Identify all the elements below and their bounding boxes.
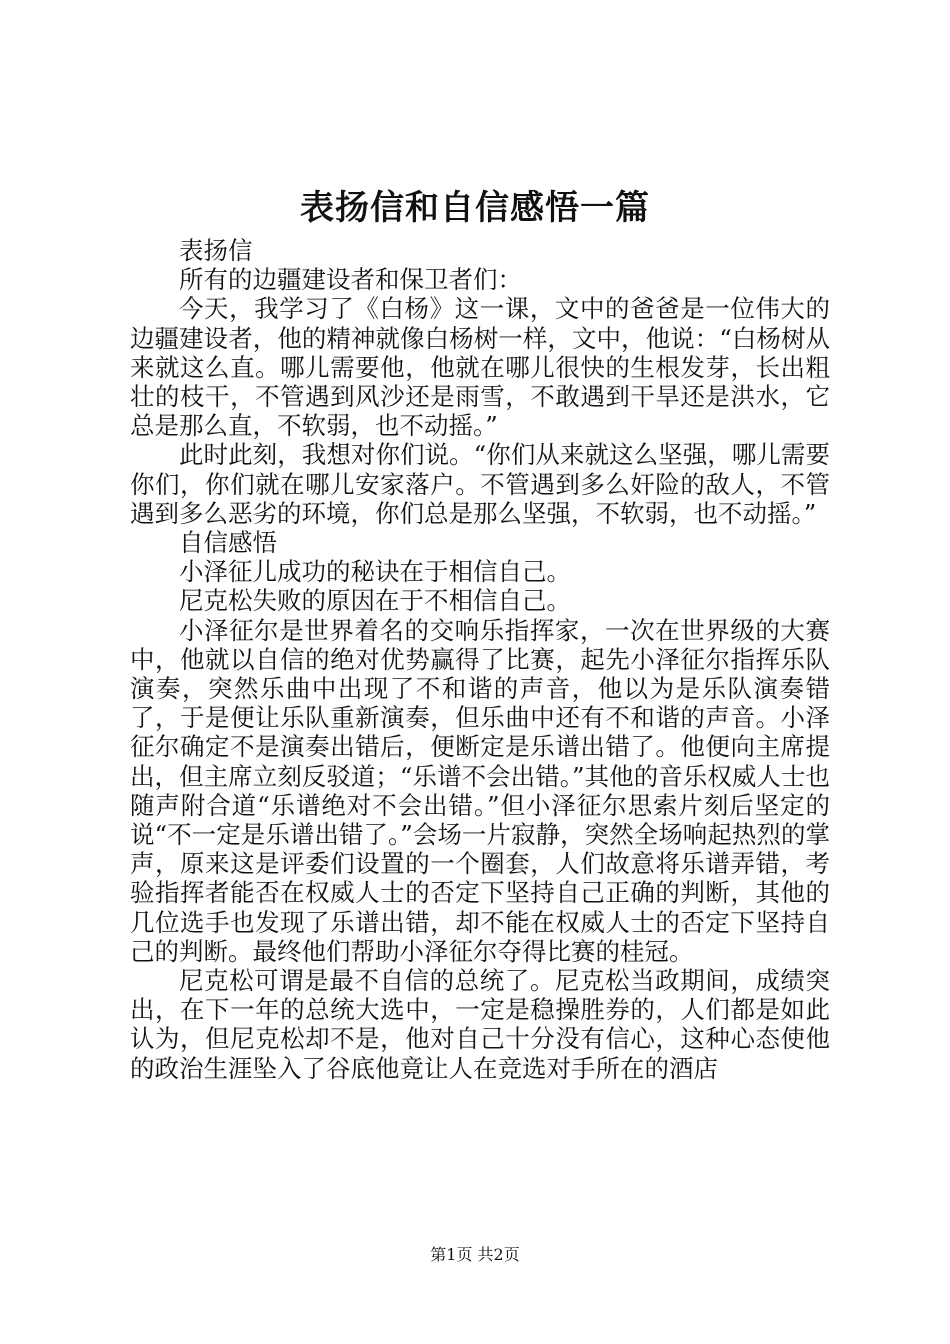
paragraph-section-heading: 自信感悟 — [179, 528, 277, 558]
paragraph: 小泽征儿成功的秘诀在于相信自己。 — [179, 557, 571, 587]
document-title: 表扬信和自信感悟一篇 — [300, 188, 650, 228]
paragraph: 尼克松可谓是最不自信的总统了。尼克松当政期间，成绩突出，在下一年的总统大选中，一定是稳操胜券的，人们都是如此认为，但尼克松却不是，他对自己十分没有信心，这种心态使他的政治生涯坠入了谷底他竟让人在竞选对手所在的酒店 — [130, 966, 830, 1083]
paragraph: 今天，我学习了《白杨》这一课，文中的爸爸是一位伟大的边疆建设者，他的精神就像白杨树一样，文中，他说：“白杨树从来就这么直。哪儿需要他，他就在哪儿很快的生根发芽，长出粗壮的枝干，不管遇到风沙还是雨雪，不敢遇到干旱还是洪水，它总是那么直，不软弱，也不动摇。” — [130, 294, 830, 441]
page-number-footer: 第1页 共2页 — [430, 1245, 520, 1264]
paragraph-addressee: 所有的边疆建设者和保卫者们： — [179, 265, 522, 295]
paragraph: 此时此刻，我想对你们说。“你们从来就这么坚强，哪儿需要你们，你们就在哪儿安家落户。不管遇到多么奸险的敌人，不管遇到多么恶劣的环境，你们总是那么坚强，不软弱，也不动摇。” — [130, 440, 830, 528]
paragraph: 尼克松失败的原因在于不相信自己。 — [179, 586, 571, 616]
paragraph-salutation-heading: 表扬信 — [179, 236, 253, 265]
paragraph: 小泽征尔是世界着名的交响乐指挥家，一次在世界级的大赛中，他就以自信的绝对优势赢得了比赛，起先小泽征尔指挥乐队演奏，突然乐曲中出现了不和谐的声音，他以为是乐队演奏错了，于是便让乐队重新演奏，但乐曲中还有不和谐的声音。小泽征尔确定不是演奏出错后，便断定是乐谱出错了。他便向主席提出，但主席立刻反驳道；“乐谱不会出错。”其他的音乐权威人士也随声附合道“乐谱绝对不会出错。”但小泽征尔思索片刻后坚定的说“不一定是乐谱出错了。”会场一片寂静，突然全场响起热烈的掌声，原来这是评委们设置的一个圈套，人们故意将乐谱弄错，考验指挥者能否在权威人士的否定下坚持自己正确的判断，其他的几位选手也发现了乐谱出错，却不能在权威人士的否定下坚持自己的判断。最终他们帮助小泽征尔夺得比赛的桂冠。 — [130, 615, 830, 966]
document-body — [130, 236, 830, 1083]
